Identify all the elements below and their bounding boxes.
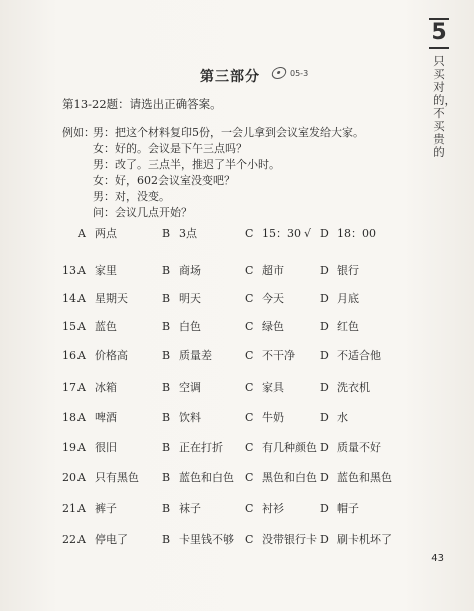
option-d[interactable]: D 月底 <box>320 292 359 305</box>
question-row <box>62 263 422 279</box>
option-c[interactable]: C 牛奶 <box>245 411 284 424</box>
page-number: 43 <box>431 553 444 564</box>
example-options-row <box>62 226 422 242</box>
instruction: 第13-22题：请选出正确答案。 <box>62 97 222 111</box>
question-number: 17. <box>62 381 80 394</box>
option-c[interactable]: C 超市 <box>245 264 284 277</box>
option-d[interactable]: D 蓝色和黑色 <box>320 471 392 484</box>
question-row <box>62 380 422 396</box>
option-b[interactable]: B 袜子 <box>162 502 201 515</box>
example-line: 男：对，没变。 <box>93 190 170 203</box>
option-d[interactable]: D 洗衣机 <box>320 381 370 394</box>
option-a[interactable]: A 冰箱 <box>78 381 117 394</box>
option-b[interactable]: B 空调 <box>162 381 201 394</box>
option-c[interactable]: C 家具 <box>245 381 284 394</box>
option-b[interactable]: B 白色 <box>162 320 201 333</box>
option-c[interactable]: C 不干净 <box>245 349 295 362</box>
question-row <box>62 348 422 364</box>
option-a[interactable]: A 裤子 <box>78 502 117 515</box>
chapter-title: 只买对的，不买贵的 <box>433 54 456 159</box>
option-b: B 3点 <box>162 227 197 240</box>
question-number: 18. <box>62 411 80 424</box>
option-b[interactable]: B 商场 <box>162 264 201 277</box>
question-row <box>62 319 422 335</box>
option-a[interactable]: A 停电了 <box>78 533 128 546</box>
option-a[interactable]: A 很旧 <box>78 441 117 454</box>
option-d[interactable]: D 银行 <box>320 264 359 277</box>
option-c[interactable]: C 黑色和白色 <box>245 471 317 484</box>
chapter-number: 5 <box>429 18 449 49</box>
audio-track-label: 05-3 <box>290 68 309 78</box>
option-c[interactable]: C 没带银行卡 <box>245 533 317 546</box>
checkmark-icon: √ <box>304 227 312 240</box>
option-d[interactable]: D 不适合他 <box>320 349 381 362</box>
question-number: 20. <box>62 471 80 484</box>
option-d[interactable]: D 帽子 <box>320 502 359 515</box>
example-label: 例如： <box>62 126 95 139</box>
question-row <box>62 410 422 426</box>
option-b[interactable]: B 蓝色和白色 <box>162 471 234 484</box>
option-a[interactable]: A 啤酒 <box>78 411 117 424</box>
option-d[interactable]: D 红色 <box>320 320 359 333</box>
section-title: 第三部分 <box>200 69 260 85</box>
option-c: C 15：30 √ <box>245 227 312 240</box>
option-d[interactable]: D 水 <box>320 411 348 424</box>
question-number: 15. <box>62 320 80 333</box>
option-a[interactable]: A 只有黑色 <box>78 471 139 484</box>
question-row <box>62 501 422 517</box>
question-number: 14. <box>62 292 80 305</box>
question-number: 22. <box>62 533 80 546</box>
question-number: 21. <box>62 502 80 515</box>
option-b[interactable]: B 明天 <box>162 292 201 305</box>
question-number: 16. <box>62 349 80 362</box>
option-b[interactable]: B 饮料 <box>162 411 201 424</box>
question-number: 13. <box>62 264 80 277</box>
question-row <box>62 470 422 486</box>
option-a[interactable]: A 星期天 <box>78 292 128 305</box>
option-d[interactable]: D 刷卡机坏了 <box>320 533 392 546</box>
question-row <box>62 532 422 548</box>
audio-track <box>272 67 308 79</box>
audio-cd-icon <box>270 67 287 79</box>
option-b[interactable]: B 卡里钱不够 <box>162 533 234 546</box>
chapter-tab <box>422 18 456 159</box>
example-line: 女：好，602会议室没变吧？ <box>93 174 235 187</box>
option-a[interactable]: A 蓝色 <box>78 320 117 333</box>
question-number: 19. <box>62 441 80 454</box>
option-b[interactable]: B 正在打折 <box>162 441 223 454</box>
question-row <box>62 291 422 307</box>
option-a[interactable]: A 家里 <box>78 264 117 277</box>
option-c[interactable]: C 绿色 <box>245 320 284 333</box>
question-row <box>62 440 422 456</box>
example-line: 女：好的。会议是下午三点吗？ <box>93 142 247 155</box>
option-c[interactable]: C 衬衫 <box>245 502 284 515</box>
example-question: 问：会议几点开始？ <box>93 206 192 219</box>
example-block <box>62 125 364 221</box>
option-d[interactable]: D 质量不好 <box>320 441 381 454</box>
option-c[interactable]: C 今天 <box>245 292 284 305</box>
option-c[interactable]: C 有几种颜色 <box>245 441 317 454</box>
option-a: A 两点 <box>78 227 117 240</box>
example-line: 男：把这个材料复印5份，一会儿拿到会议室发给大家。 <box>93 126 364 139</box>
option-a[interactable]: A 价格高 <box>78 349 128 362</box>
example-line: 男：改了。三点半，推迟了半个小时。 <box>93 158 280 171</box>
option-d: D 18：00 <box>320 227 376 240</box>
option-b[interactable]: B 质量差 <box>162 349 212 362</box>
